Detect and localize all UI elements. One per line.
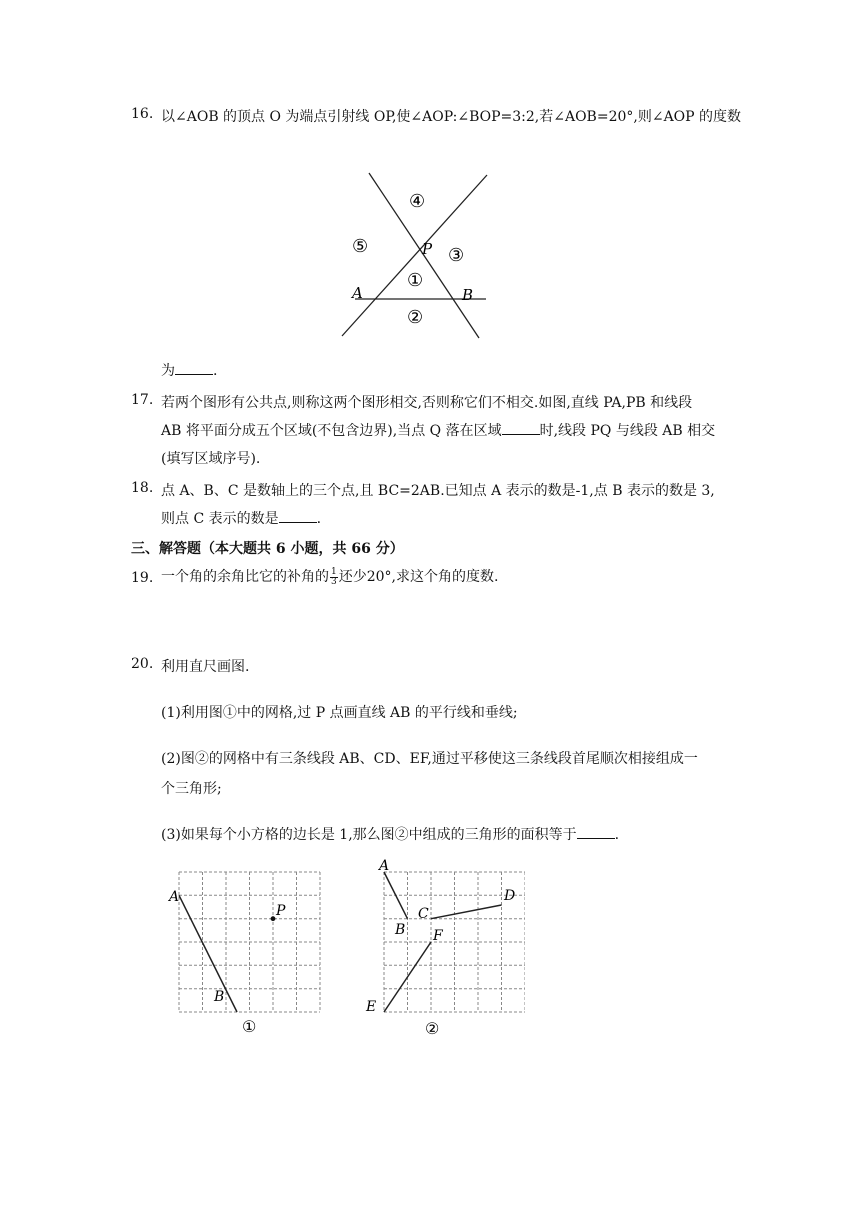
q20-part2-line2: 个三角形; <box>161 781 222 797</box>
q16-number: 16. <box>131 106 154 122</box>
region-4-label: ④ <box>409 191 426 212</box>
answer-blank-20 <box>577 826 615 839</box>
segment-ab-grid2 <box>384 872 408 919</box>
grid1-label-b: B <box>214 989 225 1005</box>
q19-number: 19. <box>131 570 154 586</box>
answer-blank-17 <box>502 422 540 435</box>
segment-ab-grid1 <box>179 895 237 1012</box>
label-a: A <box>352 284 363 302</box>
section3-heading: 三、解答题（本大题共 6 小题，共 66 分） <box>131 541 404 557</box>
q18-text-line2: 则点 C 表示的数是 . <box>161 511 322 527</box>
label-p: P <box>422 240 433 258</box>
region-5-label: ⑤ <box>352 236 369 257</box>
answer-blank-16 <box>175 362 213 375</box>
q16-text-line2: 为 . <box>161 363 218 379</box>
grid-figure-1 <box>165 860 330 1040</box>
q17-text-line1: 若两个图形有公共点,则称这两个图形相交,否则称它们不相交.如图,直线 PA,PB 和线段 <box>161 395 693 411</box>
figure-regions <box>335 168 500 343</box>
grid-figure-2 <box>360 854 525 1040</box>
fraction-one-third: $\frac{1}{3}$ <box>331 566 337 587</box>
q20-title: 利用直尺画图. <box>161 659 250 675</box>
region-2-label: ② <box>407 307 424 328</box>
q20-part1: (1)利用图①中的网格,过 P 点画直线 AB 的平行线和垂线; <box>161 705 518 721</box>
grid2-label-d: D <box>504 888 516 904</box>
q20-part2-line1: (2)图②的网格中有三条线段 AB、CD、EF,通过平移使这三条线段首尾顺次相接组成一 <box>161 751 698 767</box>
point-p <box>271 916 276 921</box>
q17-text-line3: (填写区域序号). <box>161 451 261 467</box>
grid2-label-c: C <box>418 906 429 922</box>
q16-text-line1: 以∠AOB 的顶点 O 为端点引射线 OP,使∠AOP:∠BOP=3:2,若∠AOB=20°,则∠AOP 的度数 <box>161 109 742 125</box>
grid2-label-b: B <box>395 922 406 938</box>
grid2-label-f: F <box>433 928 443 944</box>
grid2-caption: ② <box>425 1019 440 1038</box>
grid2-label-a: A <box>379 858 390 874</box>
grid2-label-e: E <box>366 999 377 1015</box>
grid1-label-a: A <box>169 889 180 905</box>
q18-number: 18. <box>131 480 154 496</box>
answer-blank-18 <box>279 510 317 523</box>
q18-text-line1: 点 A、B、C 是数轴上的三个点,且 BC=2AB.已知点 A 表示的数是-1,点 B 表示的数是 3, <box>161 483 715 499</box>
q17-text-line2: AB 将平面分成五个区域(不包含边界),当点 Q 落在区域 时,线段 PQ 与线段 AB 相交 <box>161 423 716 439</box>
q17-number: 17. <box>131 392 154 408</box>
region-3-label: ③ <box>448 245 465 266</box>
label-b: B <box>462 286 474 304</box>
grid1-label-p: P <box>276 903 286 919</box>
region-1-label: ① <box>407 270 424 291</box>
grid1-caption: ① <box>242 1017 257 1036</box>
q20-number: 20. <box>131 656 154 672</box>
q20-part3: (3)如果每个小方格的边长是 1,那么图②中组成的三角形的面积等于 . <box>161 827 620 843</box>
segment-cd-grid2 <box>431 905 502 919</box>
q19-text: 一个角的余角比它的补角的 $\frac{1}{3}$ 还少20°,求这个角的度数. <box>161 566 499 587</box>
